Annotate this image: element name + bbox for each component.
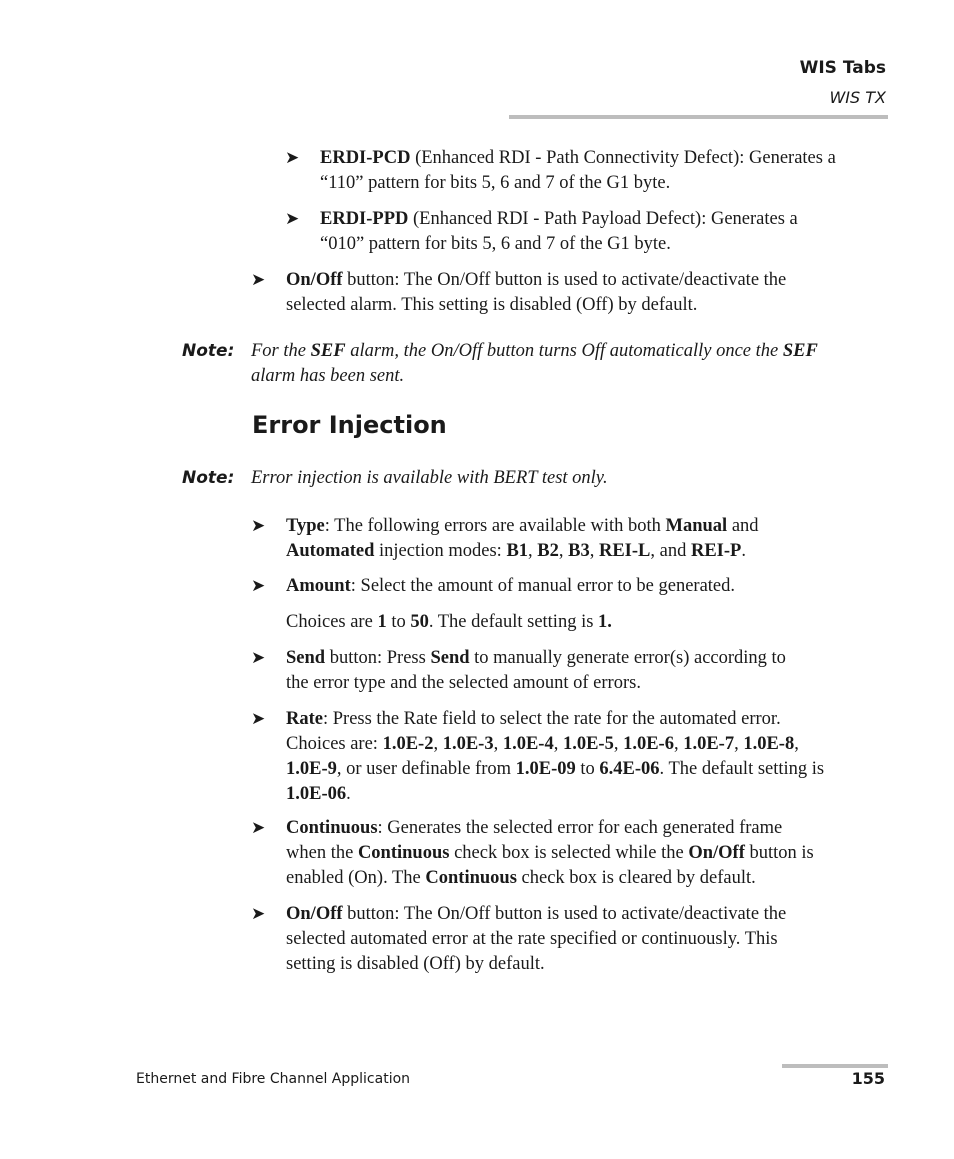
note-label: Note:	[182, 341, 235, 361]
footer-rule	[782, 1064, 888, 1068]
bullet-arrow-icon: ➤	[251, 709, 266, 729]
section-title: Error Injection	[252, 411, 447, 439]
bullet-arrow-icon: ➤	[285, 209, 300, 229]
erdi-pcd-term: ERDI-PCD	[320, 148, 411, 168]
onoff-automated-item: ➤ On/Off button: The On/Off button is used to activate/deactivate the selected automated error at the rate specified or continuously. This setting is disabled (Off) by default.	[251, 904, 787, 974]
note-sef: For the SEF alarm, the On/Off button turns Off automatically once the SEF alarm has been sent.	[251, 341, 818, 386]
amount-item: ➤ Amount: Select the amount of manual error to be generated.	[286, 574, 735, 599]
erdi-pcd-text: (Enhanced RDI - Path Connectivity Defect): Generates a	[410, 148, 836, 168]
footer-doc-title: Ethernet and Fibre Channel Application	[136, 1071, 411, 1087]
note-label: Note:	[182, 468, 235, 488]
onoff-text: button: The On/Off button is used to activate/deactivate the	[342, 270, 787, 290]
bullet-arrow-icon: ➤	[285, 148, 300, 168]
erdi-ppd-text-line2: “010” pattern for bits 5, 6 and 7 of the G1 byte.	[320, 234, 671, 254]
onoff-text-line2: selected alarm. This setting is disabled (Off) by default.	[286, 295, 698, 315]
bullet-arrow-icon: ➤	[251, 818, 266, 838]
erdi-ppd-item	[285, 207, 798, 257]
bullet-arrow-icon: ➤	[251, 648, 266, 668]
erdi-pcd-item	[285, 146, 836, 196]
send-item: ➤ Send button: Press Send to manually generate error(s) according to the error type and the selected amount of errors.	[251, 648, 786, 693]
bullet-arrow-icon: ➤	[251, 576, 266, 596]
erdi-ppd-text: (Enhanced RDI - Path Payload Defect): Generates a	[408, 209, 798, 229]
bullet-arrow-icon: ➤	[251, 516, 266, 536]
onoff-term: On/Off	[286, 270, 343, 290]
continuous-item: ➤ Continuous: Generates the selected error for each generated frame when the Continuous check box is selected while the On/Off button is enabled (On). The Continuous check box is cleared by default.	[251, 818, 814, 888]
running-header-subtitle: WIS TX	[829, 88, 886, 107]
page-number: 155	[851, 1069, 885, 1088]
amount-choices: Choices are 1 to 50. The default setting is 1.	[286, 612, 612, 632]
rate-item: ➤ Rate: Press the Rate field to select the rate for the automated error. Choices are: 1.0E-2, 1.0E-3, 1.0E-4, 1.0E-5, 1.0E-6, 1.0E-7, 1.0E-8, 1.0E-9, or user definable from 1.0E-09 to 6.4E-06. The default setting is 1.0E-06.	[251, 709, 825, 804]
type-item: ➤ Type: The following errors are available with both Manual and Automated injection modes: B1, B2, B3, REI-L, and REI-P.	[251, 516, 759, 561]
note-bert: Error injection is available with BERT test only.	[251, 468, 608, 488]
running-header-title: WIS Tabs	[799, 58, 886, 78]
header-rule	[509, 115, 888, 119]
onoff-alarm-item	[251, 268, 787, 318]
erdi-ppd-term: ERDI-PPD	[320, 209, 409, 229]
bullet-arrow-icon: ➤	[251, 904, 266, 924]
erdi-pcd-text-line2: “110” pattern for bits 5, 6 and 7 of the G1 byte.	[320, 173, 671, 193]
bullet-arrow-icon: ➤	[251, 270, 266, 290]
